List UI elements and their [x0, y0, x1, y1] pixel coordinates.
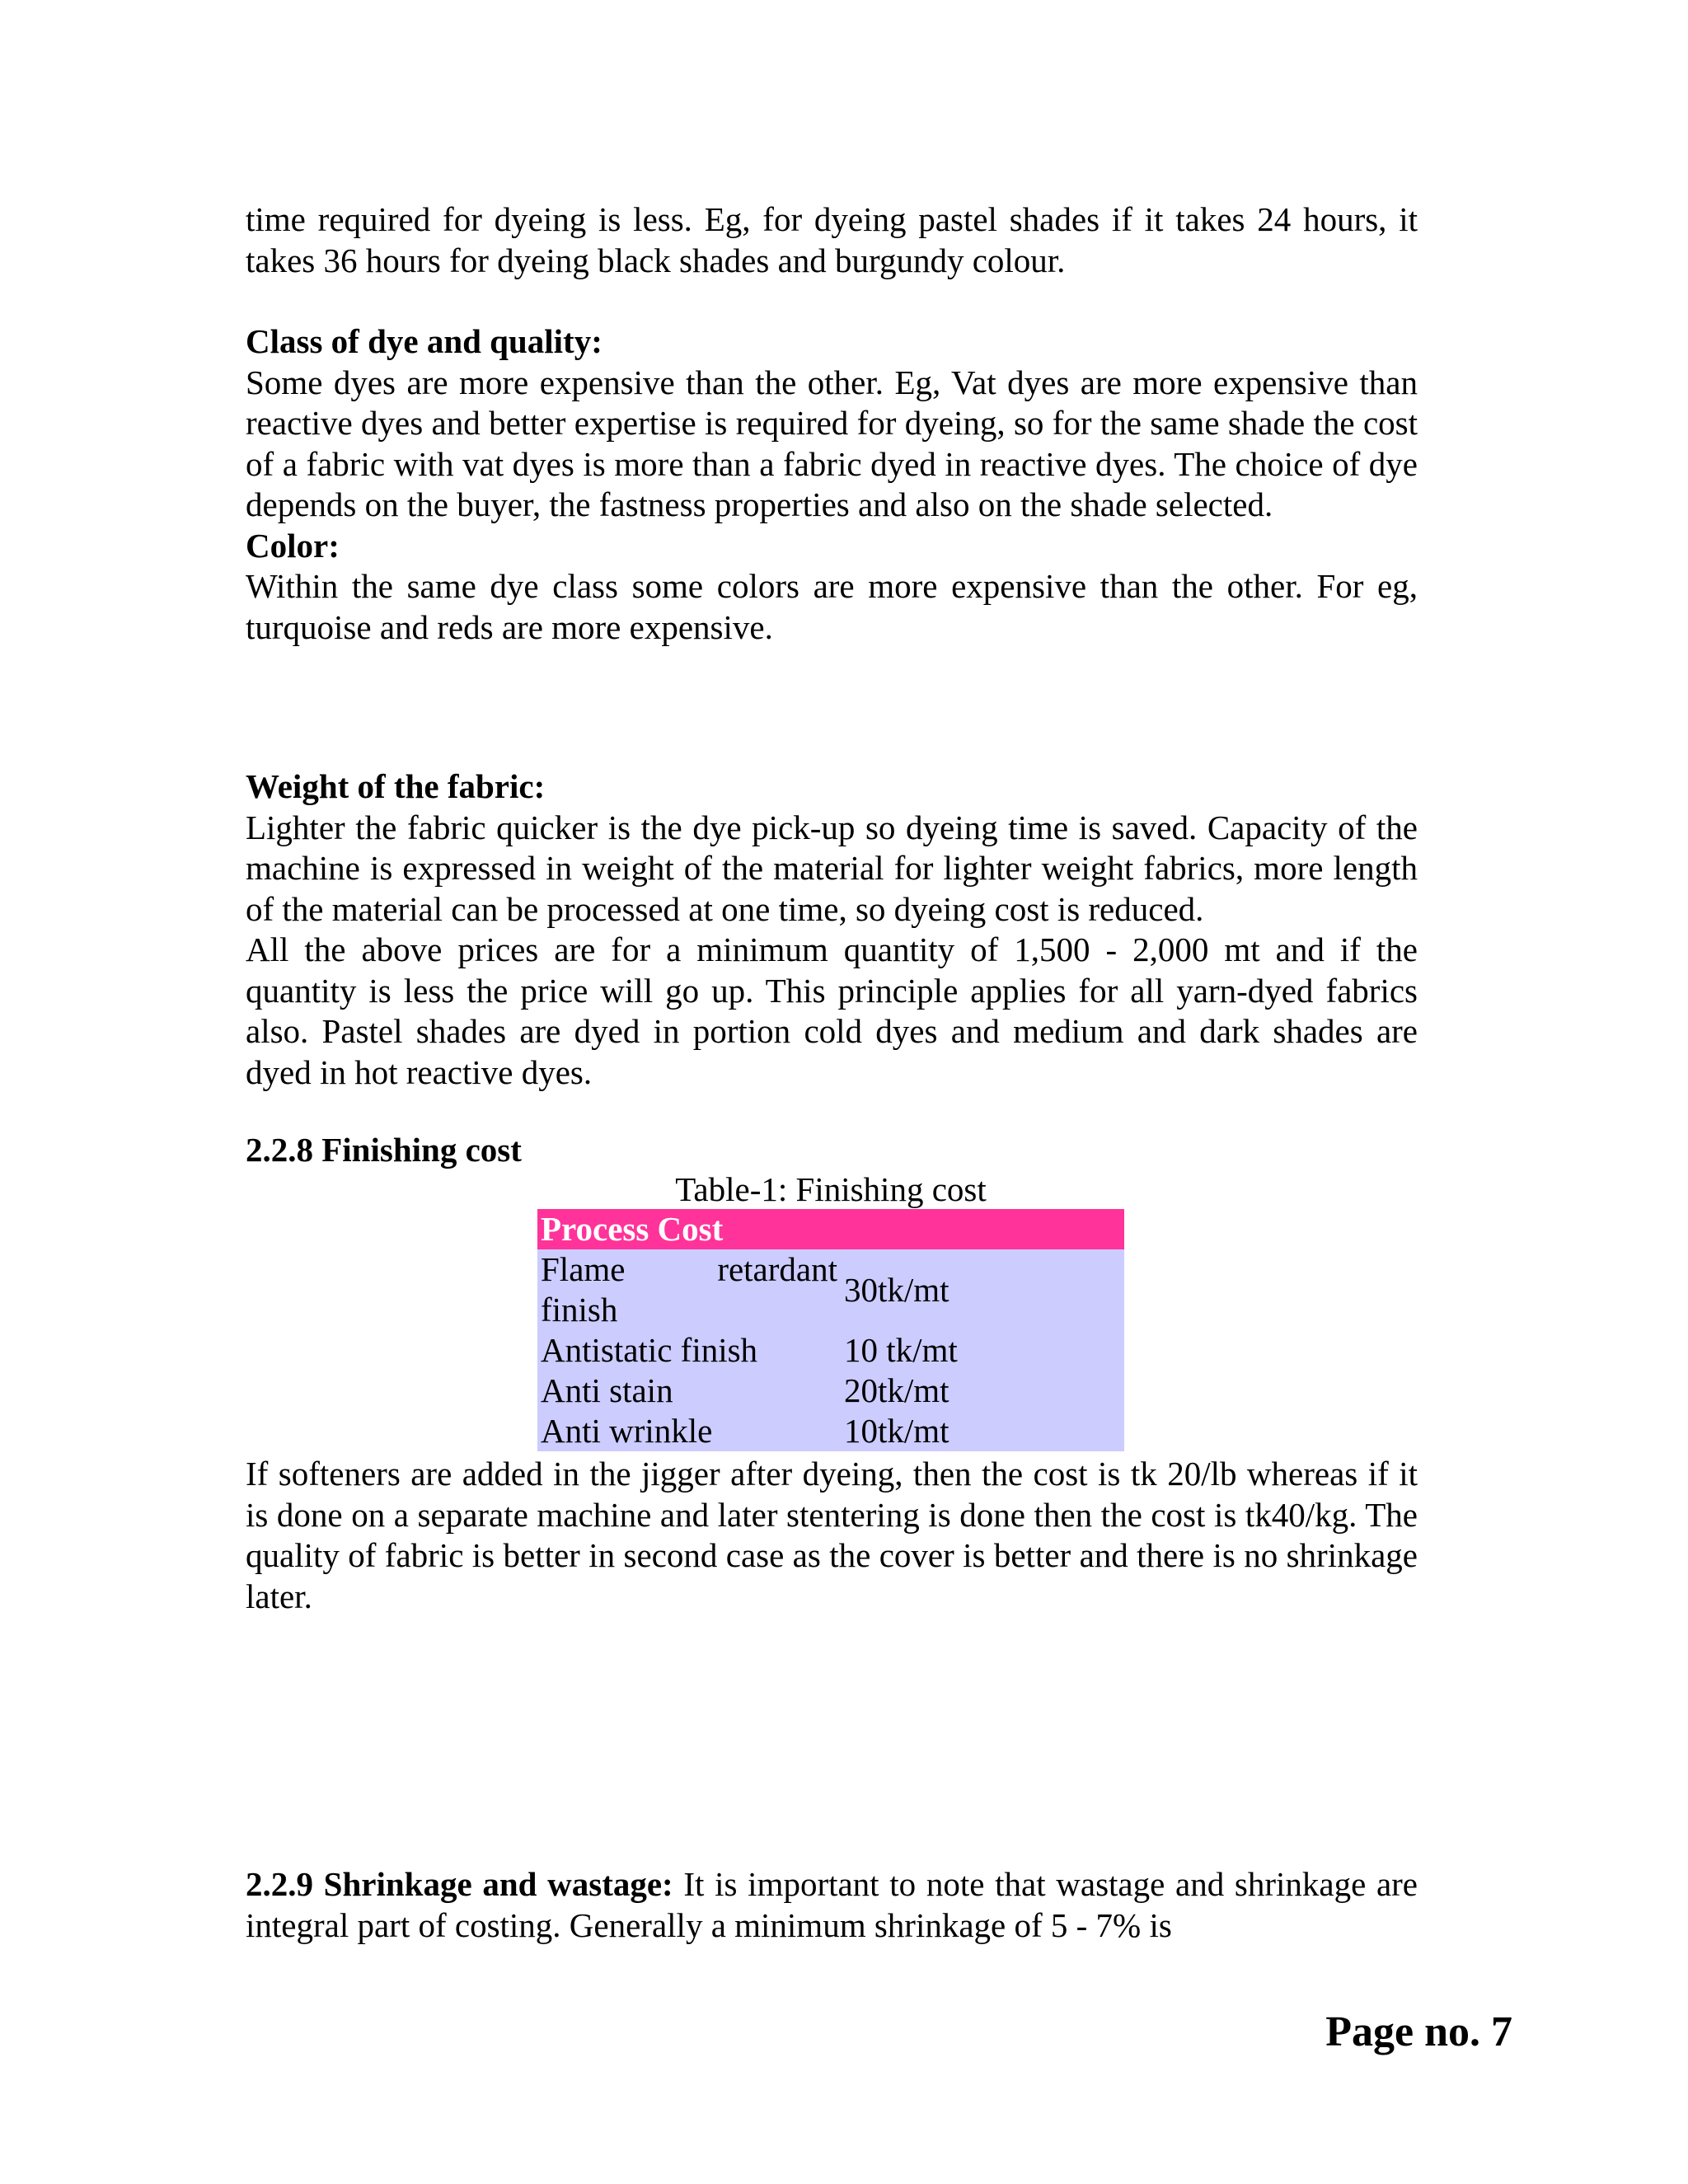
process-word-2: retardant [717, 1250, 837, 1288]
class-of-dye-text: Some dyes are more expensive than the other. Eg, Vat dyes are more expensive than reactive dyes and better expertise is required for dyeing, so for the same shade the cost of a fabric with vat dyes is more than a fabric dyed in reactive dyes. The choice of dye depends on the buyer, the fastness properties and also on the shade selected. [246, 363, 1418, 523]
color-heading: Color: [246, 526, 340, 565]
table-cell-process: Anti wrinkle [537, 1411, 841, 1451]
table-cell-process: Anti stain [537, 1371, 841, 1411]
table-cell-process [537, 1249, 841, 1330]
finishing-cost-heading: 2.2.8 Finishing cost [246, 1131, 522, 1169]
shrinkage-heading: 2.2.9 Shrinkage and wastage: [246, 1865, 673, 1903]
table-cell-process: Antistatic finish [537, 1330, 841, 1371]
table-cell-cost: 20tk/mt [841, 1371, 1124, 1411]
weight-of-fabric-section [246, 766, 1418, 1093]
table-cell-cost: 10tk/mt [841, 1411, 1124, 1451]
table-header-row [537, 1209, 1124, 1249]
finishing-cost-table [537, 1209, 1124, 1451]
intro-paragraph: time required for dyeing is less. Eg, for dyeing pastel shades if it takes 24 hours, it takes 36 hours for dyeing black shades and burgundy colour. [246, 200, 1418, 279]
table-cell-cost: 10 tk/mt [841, 1330, 1124, 1371]
process-word-1: Flame [541, 1250, 626, 1288]
class-of-dye-heading: Class of dye and quality: [246, 322, 603, 360]
table-header: Process Cost [537, 1209, 1124, 1249]
table-row [537, 1249, 1124, 1330]
shrinkage-paragraph [246, 1864, 1418, 1946]
finishing-after-paragraph: If softeners are added in the jigger after dyeing, then the cost is tk 20/lb whereas if it is done on a separate machine and later stentering is done then the cost is tk40/kg. The quality of fabric is better in second case as the cover is better and there is no shrinkage later. [246, 1455, 1418, 1615]
table-row [537, 1411, 1124, 1451]
table-row [537, 1371, 1124, 1411]
color-text: Within the same dye class some colors are more expensive than the other. For eg, turquoise and reds are more expensive. [246, 567, 1418, 646]
shrinkage-text: It is important to note that wastage and shrinkage are integral part of costing. Generally a minimum shrinkage of 5 - 7% is [246, 1865, 1418, 1944]
table-row [537, 1330, 1124, 1371]
weight-of-fabric-text: Lighter the fabric quicker is the dye pick-up so dyeing time is saved. Capacity of the machine is expressed in weight of the material for lighter weight fabrics, more length of the material can be processed at one time, so dyeing cost is reduced. [246, 808, 1418, 928]
class-of-dye-section [246, 321, 1418, 648]
weight-of-fabric-heading: Weight of the fabric: [246, 767, 546, 805]
process-word-3: finish [541, 1291, 618, 1329]
table-cell-cost: 30tk/mt [841, 1249, 1124, 1330]
table-caption: Table-1: Finishing cost [675, 1170, 987, 1208]
page-number: Page no. 7 [1325, 2008, 1512, 2055]
weight-of-fabric-text-2: All the above prices are for a minimum quantity of 1,500 - 2,000 mt and if the quantity is less the price will go up. This principle applies for all yarn-dyed fabrics also. Pastel shades are dyed in portion cold dyes and medium and dark shades are dyed in hot reactive dyes. [246, 930, 1418, 1091]
